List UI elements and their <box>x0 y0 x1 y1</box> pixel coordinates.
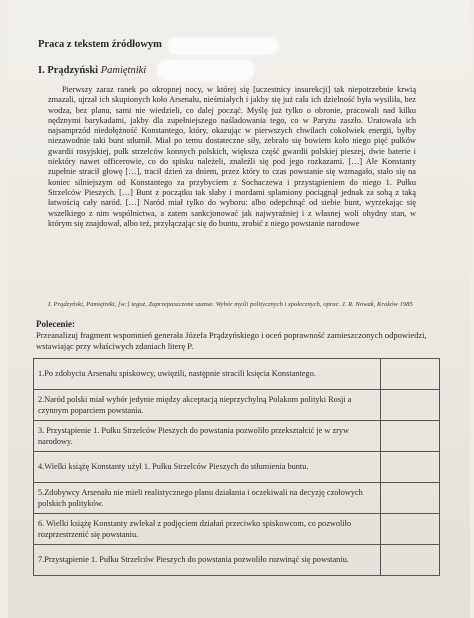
table-row <box>34 545 440 576</box>
source-text <box>48 85 416 229</box>
statement-cell: 3. Przystąpienie 1. Pułku Strzelców Pieszych do powstania pozwoliło przekształcić je w zryw narodowy. <box>34 421 381 452</box>
section-number: I. <box>38 65 45 76</box>
answer-cell[interactable] <box>381 483 440 514</box>
table-row <box>34 390 440 421</box>
answer-cell[interactable] <box>381 359 440 390</box>
statement-cell: 4.Wielki książę Konstanty użył 1. Pułku Strzelców Pieszych do stłumienia buntu. <box>34 452 381 483</box>
table-row <box>34 359 440 390</box>
redaction-mark <box>158 60 254 80</box>
statement-cell: 7.Przystąpienie 1. Pułku Strzelców Pieszych do powstania pozwoliło rozwinąć się powstaniu. <box>34 545 381 576</box>
statement-cell: 6. Wielki książę Konstanty zwlekał z podjęciem działań przeciwko spiskowcom, co pozwoliło rozprzestrzenić się powstaniu. <box>34 514 381 545</box>
source-footnote: I. Prądzyński, Pamiętniki, [w:] tegoż, Zaprzepaszczone szanse. Wybór myśli politycznych i społecznych, oprac. J. R. Nowak, Kraków 1985 <box>48 301 413 308</box>
table-row <box>34 452 440 483</box>
answer-cell[interactable] <box>381 545 440 576</box>
task-label: Polecenie: <box>36 319 75 329</box>
table-row <box>34 514 440 545</box>
worksheet-title: Praca z tekstem źródłowym <box>38 39 162 50</box>
source-paragraph: Pierwszy zaraz ranek po okropnej nocy, w której się [uczestnicy insurekcji] tak niepotrzebnie krwią zmazali, ujrzał ich skupionych koło Arsenału, nieśmiałych i jakby się już cała ich dzielność była wysiliła, bez wodza, bez planu, sami nie wiedzieli, co dalej począć. Myślę już tylko o obronie, pracowali nad kilku nędznymi barykadami, jakby dla zupełniejszego naśladowania tego, co w Paryżu zaszło. Uratowała ich najsamprzód niedołężność Konstantego, który, okazując w pierwszych chwilach cokolwiek energii, byłby niezawodnie taki bunt stłumił. Miał po temu dostateczne siły, zebrało się bowiem koło niego pięć pułków gwardii rosyjskiej, pułk strzelców konnych polskich, większa część gwardii polskiej pieszej, dwie baterie i niektóry nawet officerowie, co do spisku należeli, znaleźli się pod jego rozkazami. […] Ale Konstanty zupełnie stracił głowę […], tracił dzień za dniem, przez który to czas powstanie się wzmagało, stało się na koniec silniejszym od Konstantego za przybyciem z Sochaczewa i przystąpieniem do niego 1. Pułku Strzelców Pieszych. […] Bunt z początku tak słaby i mordami splamiony pociągnął jednak za sobą z taką łatwością cały naród. […] Naród miał tylko do wyboru: albo odepchnąć od siebie bunt, wyrzekając się wszelkiego z nim wspólnictwa, a zatem sankcjonować jak najwyraźniej i z własnej woli ohydny stan, w którym się znajdował, albo też, przyłączając się do buntu, zrobić z niego powstanie narodowe <box>48 85 416 228</box>
table-row <box>34 421 440 452</box>
statement-cell: 1.Po zdobyciu Arsenału spiskowcy, uwięzili, następnie stracili księcia Konstantego. <box>34 359 381 390</box>
statement-cell: 5.Zdobywcy Arsenału nie mieli realistycznego planu działania i oczekiwali na decyzję czołowych polskich polityków. <box>34 483 381 514</box>
statements-table <box>33 358 440 576</box>
redaction-mark <box>168 38 278 54</box>
answer-cell[interactable] <box>381 514 440 545</box>
document-page <box>8 0 470 618</box>
section-work: Pamiętniki <box>100 65 147 76</box>
section-author: Prądzyński <box>47 65 99 76</box>
answer-cell[interactable] <box>381 452 440 483</box>
answer-cell[interactable] <box>381 390 440 421</box>
section-heading <box>38 65 146 76</box>
table-row <box>34 483 440 514</box>
statement-cell: 2.Naród polski miał wybór jedynie między akceptacją nieprzychylną Polakom polityki Rosji a czynnym poparciem powstania. <box>34 390 381 421</box>
task-text: Przeanalizuj fragment wspomnień generała Józefa Prądzyńskiego i oceń poprawność zamieszczonych odpowiedzi, wstawiając przy właściwych zdaniach literę P. <box>36 330 427 351</box>
answer-cell[interactable] <box>381 421 440 452</box>
